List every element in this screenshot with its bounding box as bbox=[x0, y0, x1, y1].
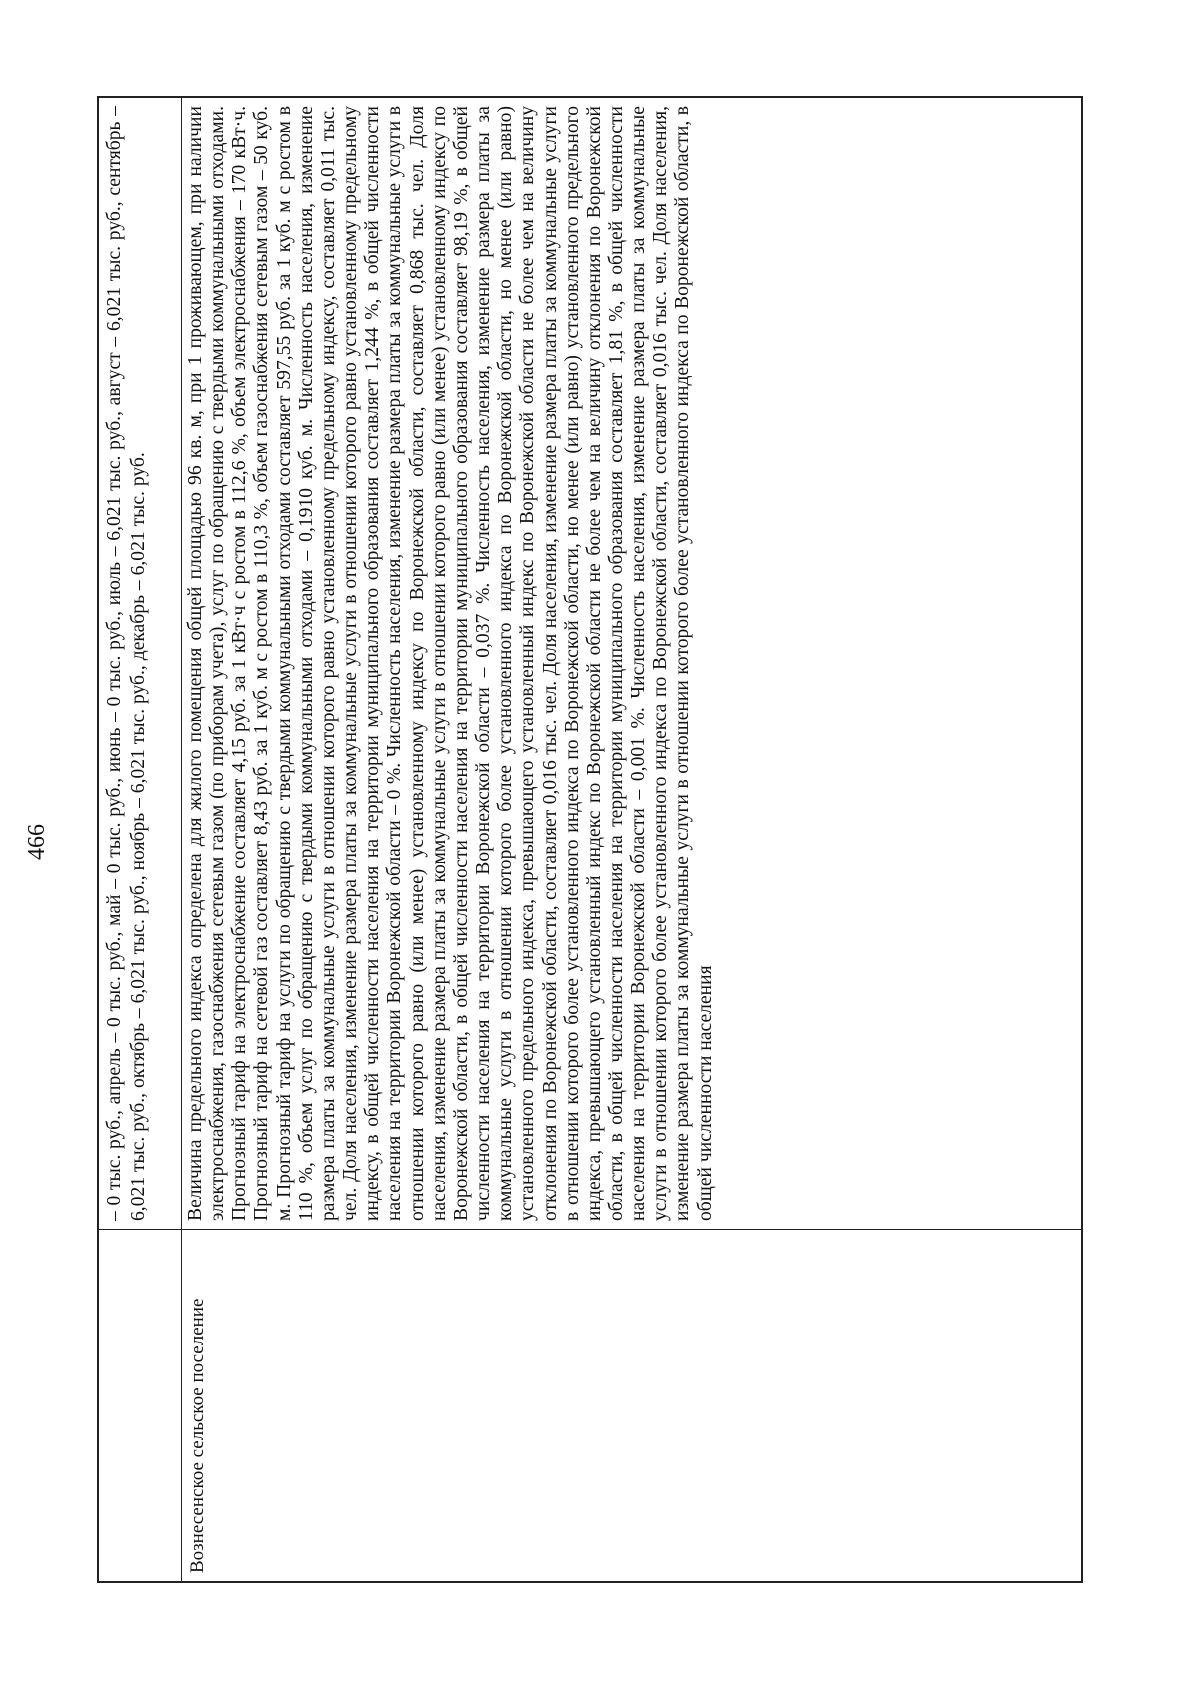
table-cell-description: Величина предельного индекса определена для жилого помещения общей площадью 96 кв. м, при 1 проживающем, при наличии электроснабжения, газоснабжения сетевым газом (по приборам учета), услуг по обращению с твердыми коммунальными отходами. Прогнозный тариф на электроснабжение составляет 4,15 руб. за 1 кВт·ч с ростом в 112,6 %, объем электроснабжения – 170 кВт·ч. Прогнозный тариф на сетевой газ составляет 8,43 руб. за 1 куб. м с ростом в 110,3 %, объем газоснабжения сетевым газом – 50 куб. м. Прогнозный тариф на услуги по обращению с твердыми коммунальными отходами составляет 597,55 руб. за 1 куб. м с ростом в 110 %, объем услуг по обращению с твердыми коммунальными отходами – 0,1910 куб. м. Численность населения, изменение размера платы за коммунальные услуги в отношении которого равно установленному предельному индексу, составляет 0,011 тыс. чел. Доля населения, изменение размера платы за коммунальные услуги в отношении которого равно установленному предельному индексу, в общей численности населения на территории муниципального образования составляет 1,244 %, в общей численности населения на территории Воронежской области – 0 %. Численность населения, изменение размера платы за коммунальные услуги в отношении которого равно (или менее) установленному индексу по Воронежской области, составляет 0,868 тыс. чел. Доля населения, изменение размера платы за коммунальные услуги в отношении которого равно (или менее) установленному индексу по Воронежской области, в общей численности населения на территории муниципального образования составляет 98,19 %, в общей численности населения на территории Воронежской области – 0,037 %. Численность населения, изменение размера платы за коммунальные услуги в отношении которого более установленного индекса по Воронежской области, но менее (или равно) установленного предельного индекса, превышающего установленный индекс по Воронежской области не более чем на величину отклонения по Воронежской области, составляет 0,016 тыс. чел. Доля населения, изменение размера платы за коммунальные услуги в отношении которого более установленного индекса по Воронежской области, но менее (или равно) установленного предельного индекса, превышающего установленный индекс по Воронежской области не более чем на величину отклонения по Воронежской области, в общей численности населения на территории муниципального образования составляет 1,81 %, в общей численности населения на территории Воронежской области – 0,001 %. Численность населения, изменение размера платы за коммунальные услуги в отношении которого более установленного индекса по Воронежской области, составляет 0,016 тыс. чел. Доля населения, изменение размера платы за коммунальные услуги в отношении которого более установленного индекса по Воронежской области, в общей численности населения bbox=[185, 106, 716, 1221]
table-row bbox=[182, 98, 1083, 1581]
table-cell-municipality: Вознесенское сельское поселение bbox=[182, 1229, 1083, 1581]
data-table bbox=[97, 96, 1083, 1583]
page-number: 466 bbox=[24, 824, 50, 860]
table-cell-municipality bbox=[99, 1229, 181, 1581]
table-row bbox=[99, 98, 182, 1581]
rotated-page-content bbox=[24, 96, 1083, 1583]
table-cell-description: – 0 тыс. руб., апрель – 0 тыс. руб., май – 0 тыс. руб., июнь – 0 тыс. руб., июль – 6,021 тыс. руб., август – 6,021 тыс. руб., сентябрь – 6,021 тыс. руб., октябрь – 6,021 тыс. руб., ноябрь – 6,021 тыс. руб., декабрь – 6,021 тыс. руб. bbox=[104, 106, 149, 1221]
